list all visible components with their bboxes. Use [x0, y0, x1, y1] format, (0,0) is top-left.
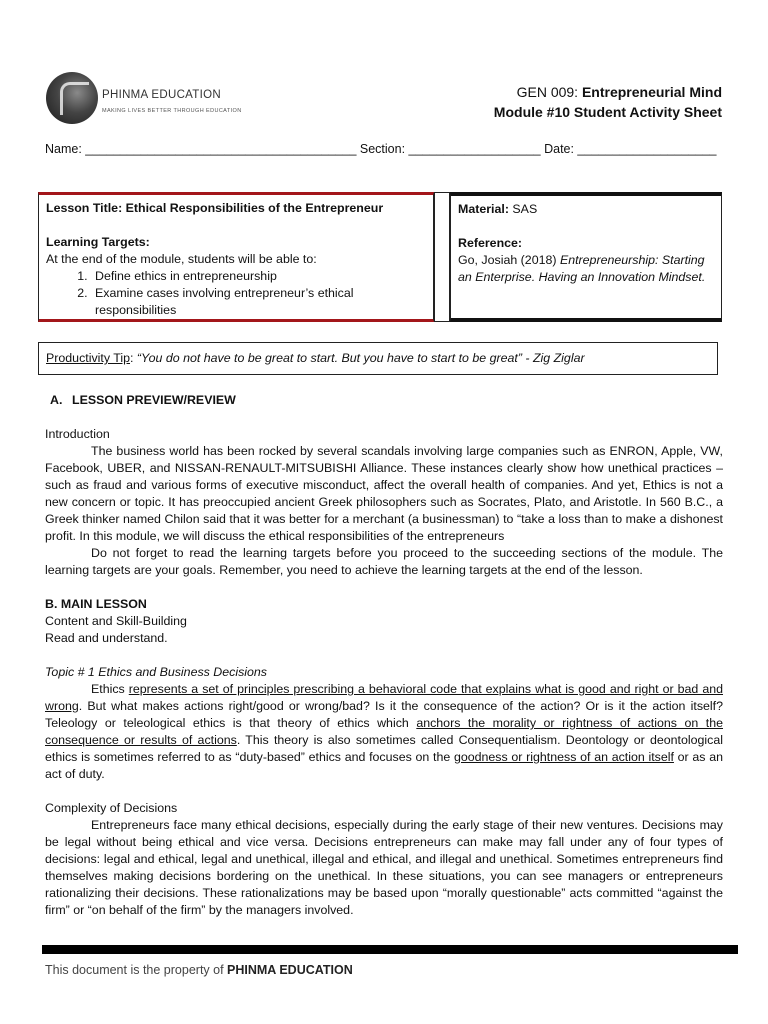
- lesson-box: [38, 192, 434, 322]
- reference-label: Reference:: [458, 236, 523, 250]
- lesson-content: [45, 392, 723, 919]
- course-title: [517, 84, 722, 101]
- section-b-instruction: Read and understand.: [45, 631, 168, 645]
- topic-1-paragraph: [45, 681, 723, 783]
- logo-emblem-icon: [46, 72, 98, 124]
- material-value: SAS: [508, 202, 538, 216]
- section-b-subheading: Content and Skill-Building: [45, 614, 187, 628]
- reference-title: Entrepreneurship: Starting an Enterprise. Having an Innovation Mindset.: [458, 253, 706, 284]
- t1-text-b: . But what makes actions right/good or wrong/bad? Is it the consequence of the action? Or is it the action itself? Teleology or teleological ethics is that theory of ethics which: [45, 699, 723, 730]
- section-a-title: LESSON PREVIEW/REVIEW: [72, 393, 236, 407]
- spacer-cell: [434, 192, 450, 322]
- footer-text: [45, 962, 353, 979]
- footer-owner: PHINMA EDUCATION: [227, 963, 353, 977]
- phinma-logo: [46, 72, 246, 128]
- logo-name: PHINMA EDUCATION: [102, 89, 221, 101]
- t1-text-d: or as an act of duty.: [45, 750, 723, 781]
- logo-tagline: MAKING LIVES BETTER THROUGH EDUCATION: [102, 108, 242, 114]
- learning-targets-label: Learning Targets:: [46, 235, 150, 249]
- footer-prefix: This document is the property of: [45, 963, 228, 977]
- t1-underline-1: represents a set of principles prescribing a behavioral code that explains what is good and right or bad and wrong: [45, 682, 723, 713]
- complexity-paragraph: Entrepreneurs face many ethical decisions, especially during the early stage of their new ventures. Decisions may be legal without being ethical and vice versa. Decisions entrepreneurs can make may fall under any of four types of decisions: legal and ethical, legal and unethical, illegal and ethical, and illegal and unethical. Sometimes entrepreneurs find themselves making decisions bordering on the unethical. In these situations, you can see managers or entrepreneurs rationalizing their decisions. These rationalizations may be based upon “morally questionable” acts committed “against the firm” or “on behalf of the firm” by the managers involved.: [45, 818, 723, 917]
- t1-text-a: Ethics: [91, 682, 129, 696]
- section-a-letter: A.: [50, 393, 63, 407]
- topic-1-heading: Topic # 1 Ethics and Business Decisions: [45, 665, 268, 679]
- t1-underline-2: anchors the morality or rightness of actions on the consequence or results of actions: [45, 716, 723, 747]
- t1-text-c: . This theory is also sometimes called Consequentialism. Deontology or deontological ethics is sometimes referred to as “duty-based” ethics and focuses on the: [45, 733, 724, 764]
- complexity-heading: Complexity of Decisions: [45, 801, 178, 815]
- module-title: Module #10 Student Activity Sheet: [493, 104, 722, 120]
- section-b-heading: B. MAIN LESSON: [45, 597, 147, 611]
- footer-rule: [42, 945, 738, 954]
- course-code: GEN 009:: [516, 84, 579, 100]
- reference-author: Go, Josiah (2018): [458, 253, 560, 267]
- name-section-date-fields[interactable]: Name: _______________________________________ Section: ___________________ Date: ____________________: [45, 142, 717, 156]
- learning-target-item: 2. Examine cases involving entrepreneur’s ethical responsibilities: [91, 285, 427, 319]
- introduction-heading: Introduction: [45, 427, 110, 441]
- productivity-tip-box: Productivity Tip: “You do not have to be great to start. But you have to start to be great” - Zig Ziglar: [38, 342, 718, 375]
- learning-targets-list: [46, 268, 427, 319]
- introduction-paragraph-2: Do not forget to read the learning targets before you proceed to the succeeding sections of the module. The learning targets are your goals. Remember, you need to achieve the learning targets at the end of the lesson.: [45, 546, 723, 577]
- reference-text: [458, 252, 715, 286]
- course-name: Entrepreneurial Mind: [581, 84, 722, 100]
- productivity-tip-label: Productivity Tip: [46, 351, 131, 365]
- learning-targets-intro: At the end of the module, students will be able to:: [46, 252, 317, 266]
- lesson-title: Lesson Title: Ethical Responsibilities of the Entrepreneur: [46, 201, 384, 215]
- section-a-heading: [45, 392, 723, 409]
- introduction-paragraph-1: The business world has been rocked by several scandals involving large companies such as ENRON, Apple, VW, Facebook, UBER, and NISSAN-RENAULT-MITSUBISHI Alliance. These instances clearly show how unethical practices – such as fraud and various forms of executive misconduct, affect the overall health of companies. And yet, Ethics is not a new concern or topic. It has preoccupied ancient Greek philosophers such as Socrates, Plato, and Aristotle. In 560 B.C., a Greek thinker named Chilon said that it was better for a merchant (a businessman) to “take a loss than to make a dishonest profit. In this module, we will discuss the ethical responsibilities of the entrepreneurs: [45, 444, 723, 543]
- material-label: Material:: [458, 202, 509, 216]
- productivity-tip-quote: “You do not have to be great to start. But you have to start to be great” - Zig Ziglar: [133, 351, 585, 365]
- material-box: [450, 192, 722, 322]
- learning-target-item: 1. Define ethics in entrepreneurship: [91, 268, 427, 285]
- t1-underline-3: goodness or rightness of an action itself: [453, 750, 674, 764]
